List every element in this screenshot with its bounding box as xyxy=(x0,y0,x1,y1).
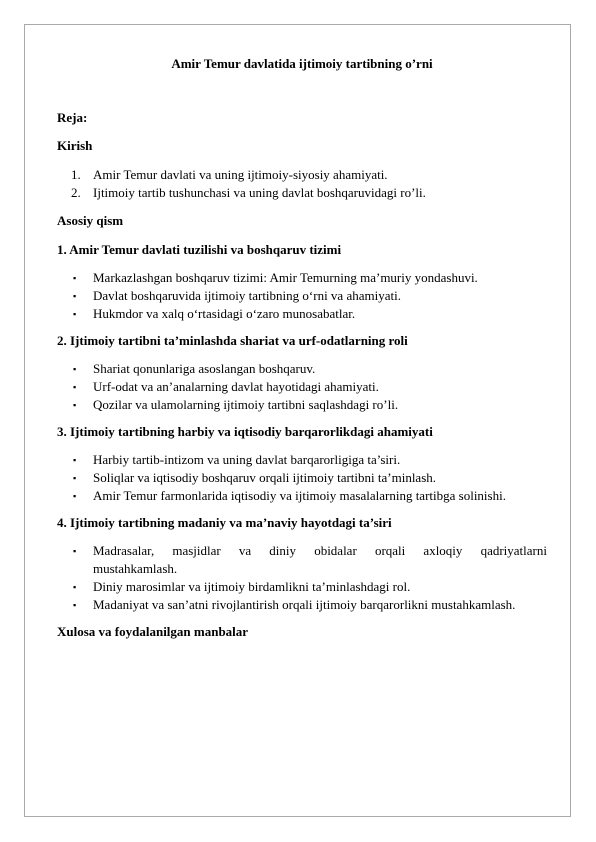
list-item xyxy=(57,487,547,505)
section-list xyxy=(57,269,547,323)
section-list xyxy=(57,542,547,614)
section-list xyxy=(57,360,547,414)
section-heading: 2. Ijtimoiy tartibni ta’minlashda shariat va urf-odatlarning roli xyxy=(57,333,408,348)
section-heading: 3. Ijtimoiy tartibning harbiy va iqtisodiy barqarorlikdagi ahamiyati xyxy=(57,424,433,439)
list-item-text: Amir Temur davlati va uning ijtimoiy-siyosiy ahamiyati. xyxy=(93,167,388,182)
list-item-text: Diniy marosimlar va ijtimoiy birdamlikni ta’minlashdagi rol. xyxy=(93,579,411,594)
list-item xyxy=(57,451,547,469)
plan-heading: Reja: xyxy=(57,110,88,125)
list-item xyxy=(57,166,547,184)
list-item xyxy=(57,578,547,596)
document-body xyxy=(57,55,547,641)
list-item xyxy=(57,305,547,323)
main-part-heading: Asosiy qism xyxy=(57,213,124,228)
list-item xyxy=(57,184,547,202)
conclusion-heading: Xulosa va foydalanilgan manbalar xyxy=(57,624,249,639)
list-item-text: Soliqlar va iqtisodiy boshqaruv orqali ijtimoiy tartibni ta’minlash. xyxy=(93,470,437,485)
section-heading: 1. Amir Temur davlati tuzilishi va boshqaruv tizimi xyxy=(57,242,342,257)
list-item-text: Ijtimoiy tartib tushunchasi va uning davlat boshqaruvidagi ro’li. xyxy=(93,185,426,200)
list-item-text: Amir Temur farmonlarida iqtisodiy va ijtimoiy masalalarning tartibga solinishi. xyxy=(93,488,506,503)
bullet-icon: ▪ xyxy=(73,546,77,556)
list-item xyxy=(57,596,547,614)
intro-heading: Kirish xyxy=(57,138,93,153)
list-item-text: Madrasalar, masjidlar va diniy obidalar orqali axloqiy qadriyatlarni xyxy=(93,543,547,558)
list-item xyxy=(57,287,547,305)
section-list xyxy=(57,451,547,505)
bullet-icon: ▪ xyxy=(73,400,77,410)
list-item-text: Markazlashgan boshqaruv tizimi: Amir Temurning ma’muriy yondashuvi. xyxy=(93,270,478,285)
bullet-icon: ▪ xyxy=(73,291,77,301)
document-title: Amir Temur davlatida ijtimoiy tartibning o’rni xyxy=(171,56,433,71)
bullet-icon: ▪ xyxy=(73,364,77,374)
intro-list xyxy=(57,166,547,202)
list-item xyxy=(57,269,547,287)
list-item xyxy=(57,469,547,487)
bullet-icon: ▪ xyxy=(73,491,77,501)
list-item xyxy=(57,378,547,396)
section-heading: 4. Ijtimoiy tartibning madaniy va ma’naviy hayotdagi ta’siri xyxy=(57,515,392,530)
bullet-icon: ▪ xyxy=(73,455,77,465)
list-item-text: Madaniyat va san’atni rivojlantirish orqali ijtimoiy barqarorlikni mustahkamlash. xyxy=(93,597,516,612)
list-item xyxy=(57,542,547,578)
bullet-icon: ▪ xyxy=(73,382,77,392)
list-item-text: Qozilar va ulamolarning ijtimoiy tartibni saqlashdagi ro’li. xyxy=(93,397,399,412)
bullet-icon: ▪ xyxy=(73,600,77,610)
bullet-icon: ▪ xyxy=(73,473,77,483)
list-item-text: Urf-odat va an’analarning davlat hayotidagi ahamiyati. xyxy=(93,379,379,394)
list-item xyxy=(57,396,547,414)
list-item xyxy=(57,360,547,378)
bullet-icon: ▪ xyxy=(73,582,77,592)
bullet-icon: ▪ xyxy=(73,309,77,319)
list-number: 1. xyxy=(71,167,81,182)
bullet-icon: ▪ xyxy=(73,273,77,283)
list-item-text-continued: mustahkamlash. xyxy=(93,561,178,576)
list-number: 2. xyxy=(71,185,81,200)
list-item-text: Harbiy tartib-intizom va uning davlat barqarorligiga ta’siri. xyxy=(93,452,401,467)
list-item-text: Hukmdor va xalq o‘rtasidagi o‘zaro munosabatlar. xyxy=(93,306,356,321)
list-item-text: Davlat boshqaruvida ijtimoiy tartibning o‘rni va ahamiyati. xyxy=(93,288,401,303)
list-item-text: Shariat qonunlariga asoslangan boshqaruv. xyxy=(93,361,316,376)
